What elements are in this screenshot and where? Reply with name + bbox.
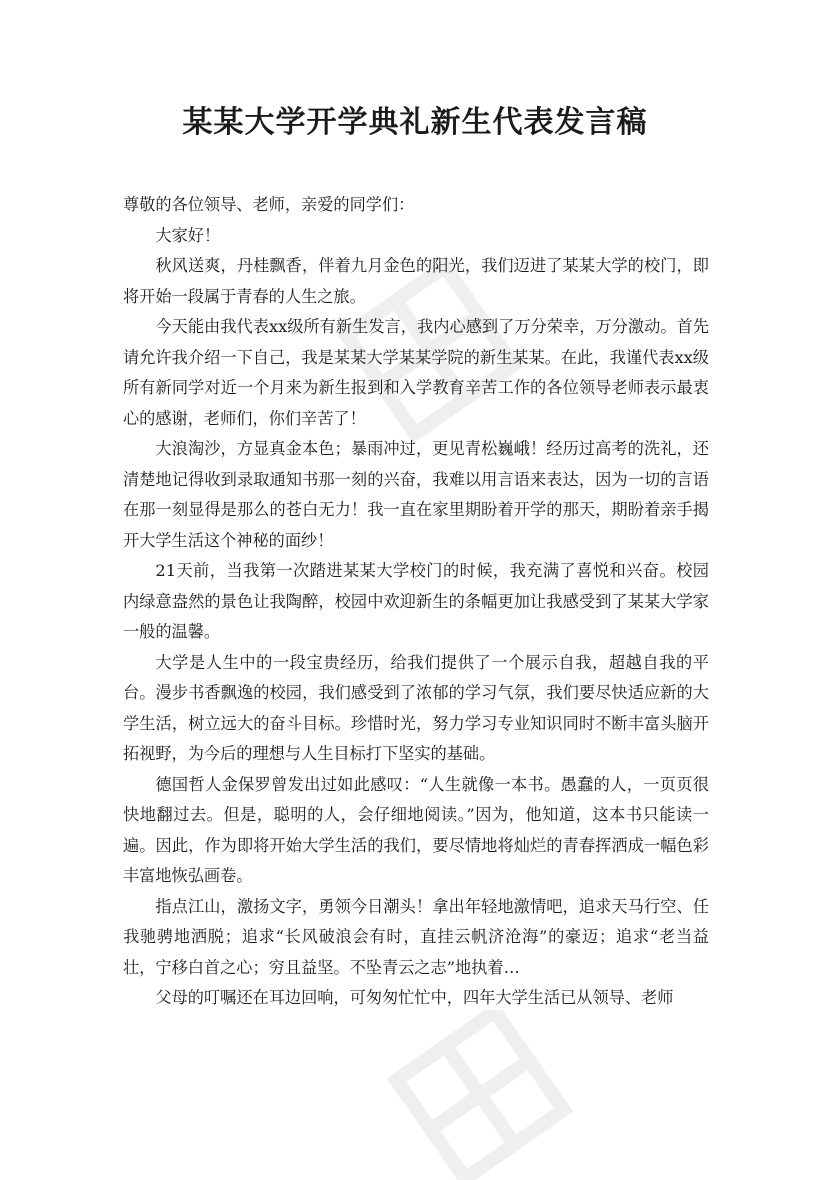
paragraph: 指点江山，激扬文字，勇领今日潮头！拿出年轻地激情吧，追求天马行空、任我驰骋地洒脱；追求“长风破浪会有时，直挂云帆济沧海”的豪迈；追求“老当益壮，宁移白首之心；穷且益坚。不坠青云之志”地执着…	[123, 896, 709, 977]
page-title: 某某大学开学典礼新生代表发言稿	[182, 105, 648, 140]
watermark-icon	[380, 1010, 580, 1180]
document-body	[123, 190, 709, 1014]
salutation: 尊敬的各位领导、老师，亲爱的同学们：	[123, 195, 415, 214]
paragraph: 德国哲人金保罗曾发出过如此感叹：“人生就像一本书。愚蠢的人，一页页很快地翻过去。但是，聪明的人，会仔细地阅读。”因为，他知道，这本书只能读一遍。因此，作为即将开始大学生活的我们，要尽情地将灿烂的青春挥洒成一幅色彩丰富地恢弘画卷。	[123, 774, 709, 885]
paragraph: 大学是人生中的一段宝贵经历，给我们提供了一个展示自我，超越自我的平台。漫步书香飘逸的校园，我们感受到了浓郁的学习气氛，我们要尽快适应新的大学生活，树立远大的奋斗目标。珍惜时光，努力学习专业知识同时不断丰富头脑开拓视野，为今后的理想与人生目标打下坚实的基础。	[123, 652, 709, 763]
paragraph: 今天能由我代表xx级所有新生发言，我内心感到了万分荣幸，万分激动。首先请允许我介绍一下自己，我是某某大学某某学院的新生某某。在此，我谨代表xx级所有新同学对近一个月来为新生报到和入学教育辛苦工作的各位领导老师表示最衷心的感谢，老师们，你们辛苦了！	[123, 317, 709, 428]
paragraph: 21天前，当我第一次踏进某某大学校门的时候，我充满了喜悦和兴奋。校园内绿意盎然的景色让我陶醉，校园中欢迎新生的条幅更加让我感受到了某某大学家一般的温馨。	[123, 561, 709, 641]
paragraph: 秋风送爽，丹桂飘香，伴着九月金色的阳光，我们迈进了某某大学的校门，即将开始一段属于青春的人生之旅。	[123, 256, 709, 306]
paragraph: 父母的叮嘱还在耳边回响，可匆匆忙忙中，四年大学生活已从领导、老师	[155, 988, 674, 1007]
paragraph: 大浪淘沙，方显真金本色；暴雨冲过，更见青松巍峨！经历过高考的洗礼，还清楚地记得收到录取通知书那一刻的兴奋，我难以用言语来表达，因为一切的言语在那一刻显得是那么的苍白无力！我一直在家里期盼着开学的那天，期盼着亲手揭开大学生活这个神秘的面纱！	[123, 439, 709, 550]
paragraph: 大家好！	[155, 225, 221, 245]
